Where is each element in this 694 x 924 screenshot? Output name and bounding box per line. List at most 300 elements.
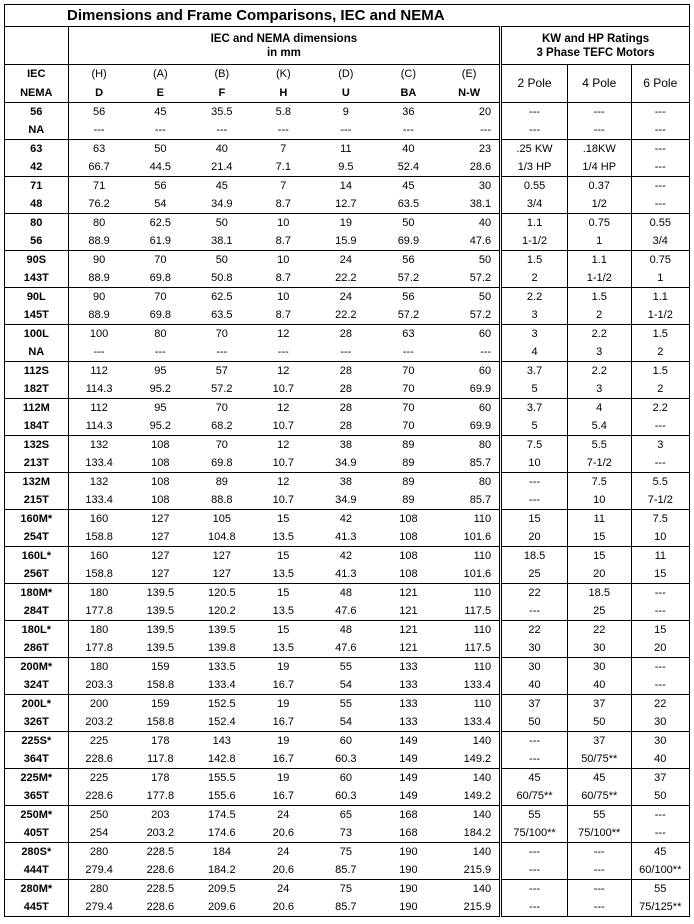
value-cell: 20 xyxy=(567,565,631,584)
value-cell: 56 xyxy=(68,103,129,122)
value-cell: 132 xyxy=(68,436,129,455)
dim-header-iec-6: (E) xyxy=(439,65,501,85)
value-cell: 90 xyxy=(68,251,129,270)
table-body xyxy=(5,27,690,917)
value-cell: 28 xyxy=(314,325,378,344)
value-cell: 12 xyxy=(253,473,314,492)
value-cell: 7.5 xyxy=(567,473,631,492)
value-cell: 149.2 xyxy=(463,790,492,802)
value-cell: 3 xyxy=(501,325,568,344)
value-cell: 114.3 xyxy=(85,420,113,432)
value-cell: 5 xyxy=(501,417,568,436)
value-cell: 174.6 xyxy=(208,827,236,839)
value-cell: 110 xyxy=(439,695,501,714)
value-cell: 76.2 xyxy=(88,198,110,210)
value-cell: 114.3 xyxy=(85,383,113,395)
value-cell: 68.2 xyxy=(211,420,233,432)
pole-header-6: 6 Pole xyxy=(631,65,689,103)
table-row xyxy=(5,769,690,788)
value-cell: 20 xyxy=(501,528,568,547)
value-cell: 55 xyxy=(631,880,689,899)
frame-cell-iec: 180L* xyxy=(5,621,69,640)
value-cell: 36 xyxy=(378,103,439,122)
value-cell: 3 xyxy=(631,436,689,455)
value-cell: 60.3 xyxy=(335,753,357,765)
value-cell: 127 xyxy=(212,568,231,580)
value-cell: 0.55 xyxy=(501,177,568,196)
value-cell: 203.3 xyxy=(85,679,113,691)
value-cell: 69.9 xyxy=(397,235,420,247)
value-cell: 63 xyxy=(68,140,129,159)
value-cell: 60 xyxy=(439,399,501,418)
value-cell: --- xyxy=(631,658,689,677)
value-cell: 61.9 xyxy=(149,235,172,247)
value-cell: 20 xyxy=(631,639,689,658)
value-cell: 152.5 xyxy=(191,695,252,714)
value-cell: 110 xyxy=(439,621,501,640)
value-cell: 1.1 xyxy=(501,214,568,233)
frame-cell-nema: 256T xyxy=(5,565,69,584)
table-row xyxy=(5,491,690,510)
table-row xyxy=(5,898,690,917)
value-cell: 200 xyxy=(68,695,129,714)
value-cell: 10 xyxy=(253,251,314,270)
value-cell: 3/4 xyxy=(501,195,568,214)
value-cell: 0.37 xyxy=(567,177,631,196)
value-cell: 133.4 xyxy=(85,494,113,506)
table-row xyxy=(5,861,690,880)
frame-cell-iec: 100L xyxy=(5,325,69,344)
table-row xyxy=(5,140,690,159)
header-row-iec-letters xyxy=(5,65,690,85)
frame-cell-nema: 254T xyxy=(5,528,69,547)
value-cell: 12 xyxy=(253,436,314,455)
table-row xyxy=(5,547,690,566)
value-cell: 1.5 xyxy=(501,251,568,270)
value-cell: --- xyxy=(631,140,689,159)
value-cell: 228.5 xyxy=(130,843,191,862)
value-cell: 30 xyxy=(567,658,631,677)
value-cell: 22.2 xyxy=(335,272,357,284)
value-cell: 13.5 xyxy=(272,568,295,580)
value-cell: 108 xyxy=(399,531,418,543)
value-cell: 110 xyxy=(439,510,501,529)
value-cell: --- xyxy=(277,124,289,136)
table-row xyxy=(5,288,690,307)
value-cell: 65 xyxy=(314,806,378,825)
value-cell: 149 xyxy=(378,732,439,751)
dims-header-line1: IEC and NEMA dimensions xyxy=(210,32,358,45)
pole-header-2: 2 Pole xyxy=(501,65,568,103)
value-cell: 30 xyxy=(631,713,689,732)
value-cell: 38 xyxy=(314,436,378,455)
value-cell: 133.4 xyxy=(463,679,492,691)
page-title: Dimensions and Frame Comparisons, IEC and NEMA xyxy=(4,4,690,26)
value-cell: --- xyxy=(631,806,689,825)
value-cell: 279.4 xyxy=(68,898,129,917)
value-cell: 18.5 xyxy=(501,547,568,566)
value-cell: --- xyxy=(501,880,568,899)
table-row xyxy=(5,658,690,677)
value-cell: 8.7 xyxy=(275,198,291,210)
value-cell: 75 xyxy=(314,843,378,862)
value-cell: 13.5 xyxy=(272,531,295,543)
value-cell: 250 xyxy=(68,806,129,825)
value-cell: --- xyxy=(567,843,631,862)
value-cell: 75 xyxy=(314,880,378,899)
frame-cell-iec: 132M xyxy=(5,473,69,492)
value-cell: 177.8 xyxy=(146,790,175,802)
value-cell: 18.5 xyxy=(567,584,631,603)
value-cell: 121 xyxy=(378,584,439,603)
value-cell: 30 xyxy=(567,639,631,658)
value-cell: 15 xyxy=(253,510,314,529)
value-cell: 110 xyxy=(439,547,501,566)
table-row xyxy=(5,750,690,769)
value-cell: 158.8 xyxy=(146,679,175,691)
value-cell: 1.1 xyxy=(567,251,631,270)
frame-header-iec: IEC xyxy=(5,65,69,85)
value-cell: 3 xyxy=(501,306,568,325)
value-cell: 228.6 xyxy=(130,898,191,917)
value-cell: 120.5 xyxy=(191,584,252,603)
value-cell: 80 xyxy=(439,473,501,492)
value-cell: 117.8 xyxy=(146,753,174,765)
frame-cell-nema: NA xyxy=(5,121,69,140)
dim-header-nema-1: E xyxy=(156,87,164,99)
value-cell: 155.6 xyxy=(208,790,236,802)
table-row xyxy=(5,362,690,381)
value-cell: 57.2 xyxy=(469,309,492,321)
ratings-header-line1: KW and HP Ratings xyxy=(542,32,650,45)
value-cell: 139.5 xyxy=(146,642,175,654)
value-cell: 209.6 xyxy=(191,898,252,917)
value-cell: 15 xyxy=(253,547,314,566)
value-cell: --- xyxy=(501,121,568,140)
table-row xyxy=(5,306,690,325)
table-row xyxy=(5,251,690,270)
value-cell: 133.4 xyxy=(463,716,492,728)
value-cell: 85.7 xyxy=(469,457,492,469)
value-cell: 110 xyxy=(439,658,501,677)
value-cell: 50 xyxy=(191,214,252,233)
value-cell: 112 xyxy=(68,399,129,418)
value-cell: 45 xyxy=(631,843,689,862)
value-cell: 30 xyxy=(439,177,501,196)
value-cell: 22 xyxy=(501,584,568,603)
value-cell: 57 xyxy=(191,362,252,381)
frame-cell-nema: 145T xyxy=(5,306,69,325)
value-cell: 4 xyxy=(567,399,631,418)
value-cell: 3.7 xyxy=(501,399,568,418)
value-cell: 40 xyxy=(567,676,631,695)
value-cell: 50 xyxy=(439,288,501,307)
value-cell: 15.9 xyxy=(335,235,357,247)
value-cell: 2.2 xyxy=(567,325,631,344)
value-cell: 47.6 xyxy=(335,605,357,617)
value-cell: --- xyxy=(501,732,568,751)
value-cell: 121 xyxy=(399,605,418,617)
value-cell: 95 xyxy=(130,362,191,381)
table-row xyxy=(5,454,690,473)
value-cell: 54 xyxy=(339,716,352,728)
value-cell: --- xyxy=(340,124,352,136)
value-cell: 13.5 xyxy=(272,642,295,654)
value-cell: --- xyxy=(480,346,492,358)
frame-cell-nema: 405T xyxy=(5,824,69,843)
value-cell: 177.8 xyxy=(85,605,113,617)
value-cell: 203 xyxy=(130,806,191,825)
value-cell: 100 xyxy=(68,325,129,344)
value-cell: 40 xyxy=(439,214,501,233)
value-cell: --- xyxy=(567,103,631,122)
value-cell: 139.5 xyxy=(130,621,191,640)
value-cell: 140 xyxy=(439,806,501,825)
value-cell: 57.2 xyxy=(211,383,233,395)
table-row xyxy=(5,565,690,584)
value-cell: 178 xyxy=(130,732,191,751)
value-cell: 41.3 xyxy=(335,531,357,543)
value-cell: --- xyxy=(501,750,568,769)
value-cell: 70 xyxy=(402,383,415,395)
value-cell: 37 xyxy=(567,732,631,751)
value-cell: 15 xyxy=(253,584,314,603)
value-cell: 133 xyxy=(399,716,418,728)
value-cell: 70 xyxy=(191,436,252,455)
dim-header-iec-4: (D) xyxy=(314,65,378,85)
value-cell: 70 xyxy=(402,420,415,432)
frame-cell-nema: 364T xyxy=(5,750,69,769)
value-cell: 2 xyxy=(631,380,689,399)
value-cell: --- xyxy=(501,602,568,621)
value-cell: 160 xyxy=(68,547,129,566)
frame-cell-iec: 80 xyxy=(5,214,69,233)
value-cell: 133 xyxy=(378,658,439,677)
value-cell: 160 xyxy=(68,510,129,529)
value-cell: --- xyxy=(631,602,689,621)
frame-cell-iec: 280S* xyxy=(5,843,69,862)
value-cell: 140 xyxy=(439,843,501,862)
value-cell: 1/4 HP xyxy=(567,158,631,177)
value-cell: 9 xyxy=(314,103,378,122)
table-row xyxy=(5,399,690,418)
value-cell: 75/125** xyxy=(631,898,689,917)
value-cell: 7 xyxy=(253,177,314,196)
value-cell: 127 xyxy=(130,510,191,529)
frame-cell-iec: 63 xyxy=(5,140,69,159)
value-cell: 50 xyxy=(191,251,252,270)
value-cell: 19 xyxy=(253,658,314,677)
value-cell: 120.2 xyxy=(208,605,236,617)
value-cell: 10.7 xyxy=(272,420,295,432)
table-row xyxy=(5,528,690,547)
value-cell: 15 xyxy=(567,528,631,547)
value-cell: 228.6 xyxy=(85,753,113,765)
value-cell: 28 xyxy=(339,420,352,432)
value-cell: 44.5 xyxy=(149,161,172,173)
value-cell: 19 xyxy=(253,732,314,751)
frame-header-blank xyxy=(5,27,69,65)
value-cell: 88.9 xyxy=(88,309,110,321)
frame-cell-nema: 143T xyxy=(5,269,69,288)
value-cell: 8.7 xyxy=(275,272,291,284)
value-cell: 25 xyxy=(567,602,631,621)
value-cell: 22 xyxy=(501,621,568,640)
value-cell: 108 xyxy=(151,457,170,469)
value-cell: 42 xyxy=(314,547,378,566)
value-cell: 70 xyxy=(191,325,252,344)
value-cell: --- xyxy=(501,473,568,492)
table-row xyxy=(5,380,690,399)
value-cell: 45 xyxy=(501,769,568,788)
value-cell: 4 xyxy=(501,343,568,362)
value-cell: 37 xyxy=(501,695,568,714)
table-row xyxy=(5,880,690,899)
value-cell: 158.8 xyxy=(85,531,113,543)
value-cell: 10 xyxy=(567,491,631,510)
value-cell: 70 xyxy=(130,251,191,270)
value-cell: 1 xyxy=(631,269,689,288)
value-cell: 75/100** xyxy=(567,824,631,843)
value-cell: 35.5 xyxy=(191,103,252,122)
value-cell: 45 xyxy=(130,103,191,122)
value-cell: --- xyxy=(631,454,689,473)
value-cell: 108 xyxy=(130,436,191,455)
value-cell: 5.8 xyxy=(253,103,314,122)
value-cell: 10 xyxy=(253,288,314,307)
value-cell: 101.6 xyxy=(463,531,492,543)
value-cell: 20 xyxy=(439,103,501,122)
value-cell: 20.6 xyxy=(272,864,295,876)
value-cell: 140 xyxy=(439,732,501,751)
value-cell: --- xyxy=(154,124,166,136)
value-cell: 15 xyxy=(567,547,631,566)
value-cell: 10.7 xyxy=(272,457,295,469)
value-cell: 127 xyxy=(151,531,170,543)
value-cell: --- xyxy=(631,824,689,843)
value-cell: 3.7 xyxy=(501,362,568,381)
value-cell: 57.2 xyxy=(397,309,420,321)
value-cell: 180 xyxy=(68,621,129,640)
value-cell: 22 xyxy=(567,621,631,640)
value-cell: --- xyxy=(402,124,414,136)
frame-cell-iec: 112S xyxy=(5,362,69,381)
dim-header-iec-2: (B) xyxy=(191,65,252,85)
value-cell: 21.4 xyxy=(211,161,233,173)
dim-header-iec-5: (C) xyxy=(378,65,439,85)
value-cell: .18KW xyxy=(567,140,631,159)
value-cell: 139.8 xyxy=(208,642,236,654)
value-cell: .25 KW xyxy=(501,140,568,159)
dim-header-nema-2: F xyxy=(218,87,226,99)
value-cell: 7.5 xyxy=(631,510,689,529)
value-cell: 19 xyxy=(253,695,314,714)
value-cell: 38.1 xyxy=(211,235,233,247)
frame-cell-nema: NA xyxy=(5,343,69,362)
value-cell: 108 xyxy=(130,473,191,492)
value-cell: 3/4 xyxy=(631,232,689,251)
frame-cell-iec: 71 xyxy=(5,177,69,196)
value-cell: 158.8 xyxy=(146,716,175,728)
value-cell: 10.7 xyxy=(272,494,295,506)
value-cell: 45 xyxy=(378,177,439,196)
value-cell: 48 xyxy=(314,584,378,603)
value-cell: --- xyxy=(501,843,568,862)
value-cell: 133.4 xyxy=(208,679,236,691)
table-row xyxy=(5,158,690,177)
value-cell: 24 xyxy=(314,251,378,270)
value-cell: 20.6 xyxy=(272,827,295,839)
value-cell: 60 xyxy=(439,325,501,344)
value-cell: 38 xyxy=(314,473,378,492)
table-row xyxy=(5,639,690,658)
value-cell: 127 xyxy=(130,547,191,566)
frame-cell-nema: 286T xyxy=(5,639,69,658)
value-cell: 85.7 xyxy=(469,494,492,506)
value-cell: 50 xyxy=(501,713,568,732)
value-cell: 14 xyxy=(314,177,378,196)
value-cell: 60/100** xyxy=(631,861,689,880)
value-cell: 45 xyxy=(567,769,631,788)
value-cell: 50 xyxy=(631,787,689,806)
value-cell: 121 xyxy=(399,642,418,654)
value-cell: 40 xyxy=(501,676,568,695)
value-cell: 133.4 xyxy=(85,457,113,469)
value-cell: 12.7 xyxy=(335,198,357,210)
value-cell: 19 xyxy=(314,214,378,233)
value-cell: 12 xyxy=(253,362,314,381)
value-cell: 15 xyxy=(631,621,689,640)
value-cell: 108 xyxy=(399,568,418,580)
value-cell: 1.5 xyxy=(631,362,689,381)
value-cell: 56 xyxy=(130,177,191,196)
value-cell: 42 xyxy=(314,510,378,529)
value-cell: 3 xyxy=(567,380,631,399)
value-cell: --- xyxy=(567,121,631,140)
value-cell: 60 xyxy=(439,362,501,381)
table-row xyxy=(5,417,690,436)
value-cell: 15 xyxy=(253,621,314,640)
value-cell: 37 xyxy=(567,695,631,714)
value-cell: 132 xyxy=(68,473,129,492)
value-cell: 139.5 xyxy=(146,605,175,617)
frame-cell-nema: 324T xyxy=(5,676,69,695)
value-cell: 13.5 xyxy=(272,605,295,617)
value-cell: 190 xyxy=(378,843,439,862)
value-cell: 28 xyxy=(314,362,378,381)
value-cell: 228.6 xyxy=(146,864,175,876)
dims-header-line2: in mm xyxy=(266,46,301,59)
value-cell: 7-1/2 xyxy=(567,454,631,473)
table-row xyxy=(5,436,690,455)
value-cell: 1-1/2 xyxy=(501,232,568,251)
value-cell: 40 xyxy=(631,750,689,769)
value-cell: --- xyxy=(402,346,414,358)
dimensions-table xyxy=(4,26,690,917)
value-cell: 127 xyxy=(151,568,170,580)
value-cell: 70 xyxy=(378,362,439,381)
value-cell: 5.5 xyxy=(567,436,631,455)
value-cell: 50.8 xyxy=(211,272,233,284)
value-cell: 108 xyxy=(378,547,439,566)
frame-cell-iec: 200M* xyxy=(5,658,69,677)
table-row xyxy=(5,713,690,732)
frame-cell-iec: 132S xyxy=(5,436,69,455)
value-cell: 209.5 xyxy=(191,880,252,899)
value-cell: 16.7 xyxy=(272,790,295,802)
value-cell: 1-1/2 xyxy=(567,269,631,288)
table-row xyxy=(5,214,690,233)
